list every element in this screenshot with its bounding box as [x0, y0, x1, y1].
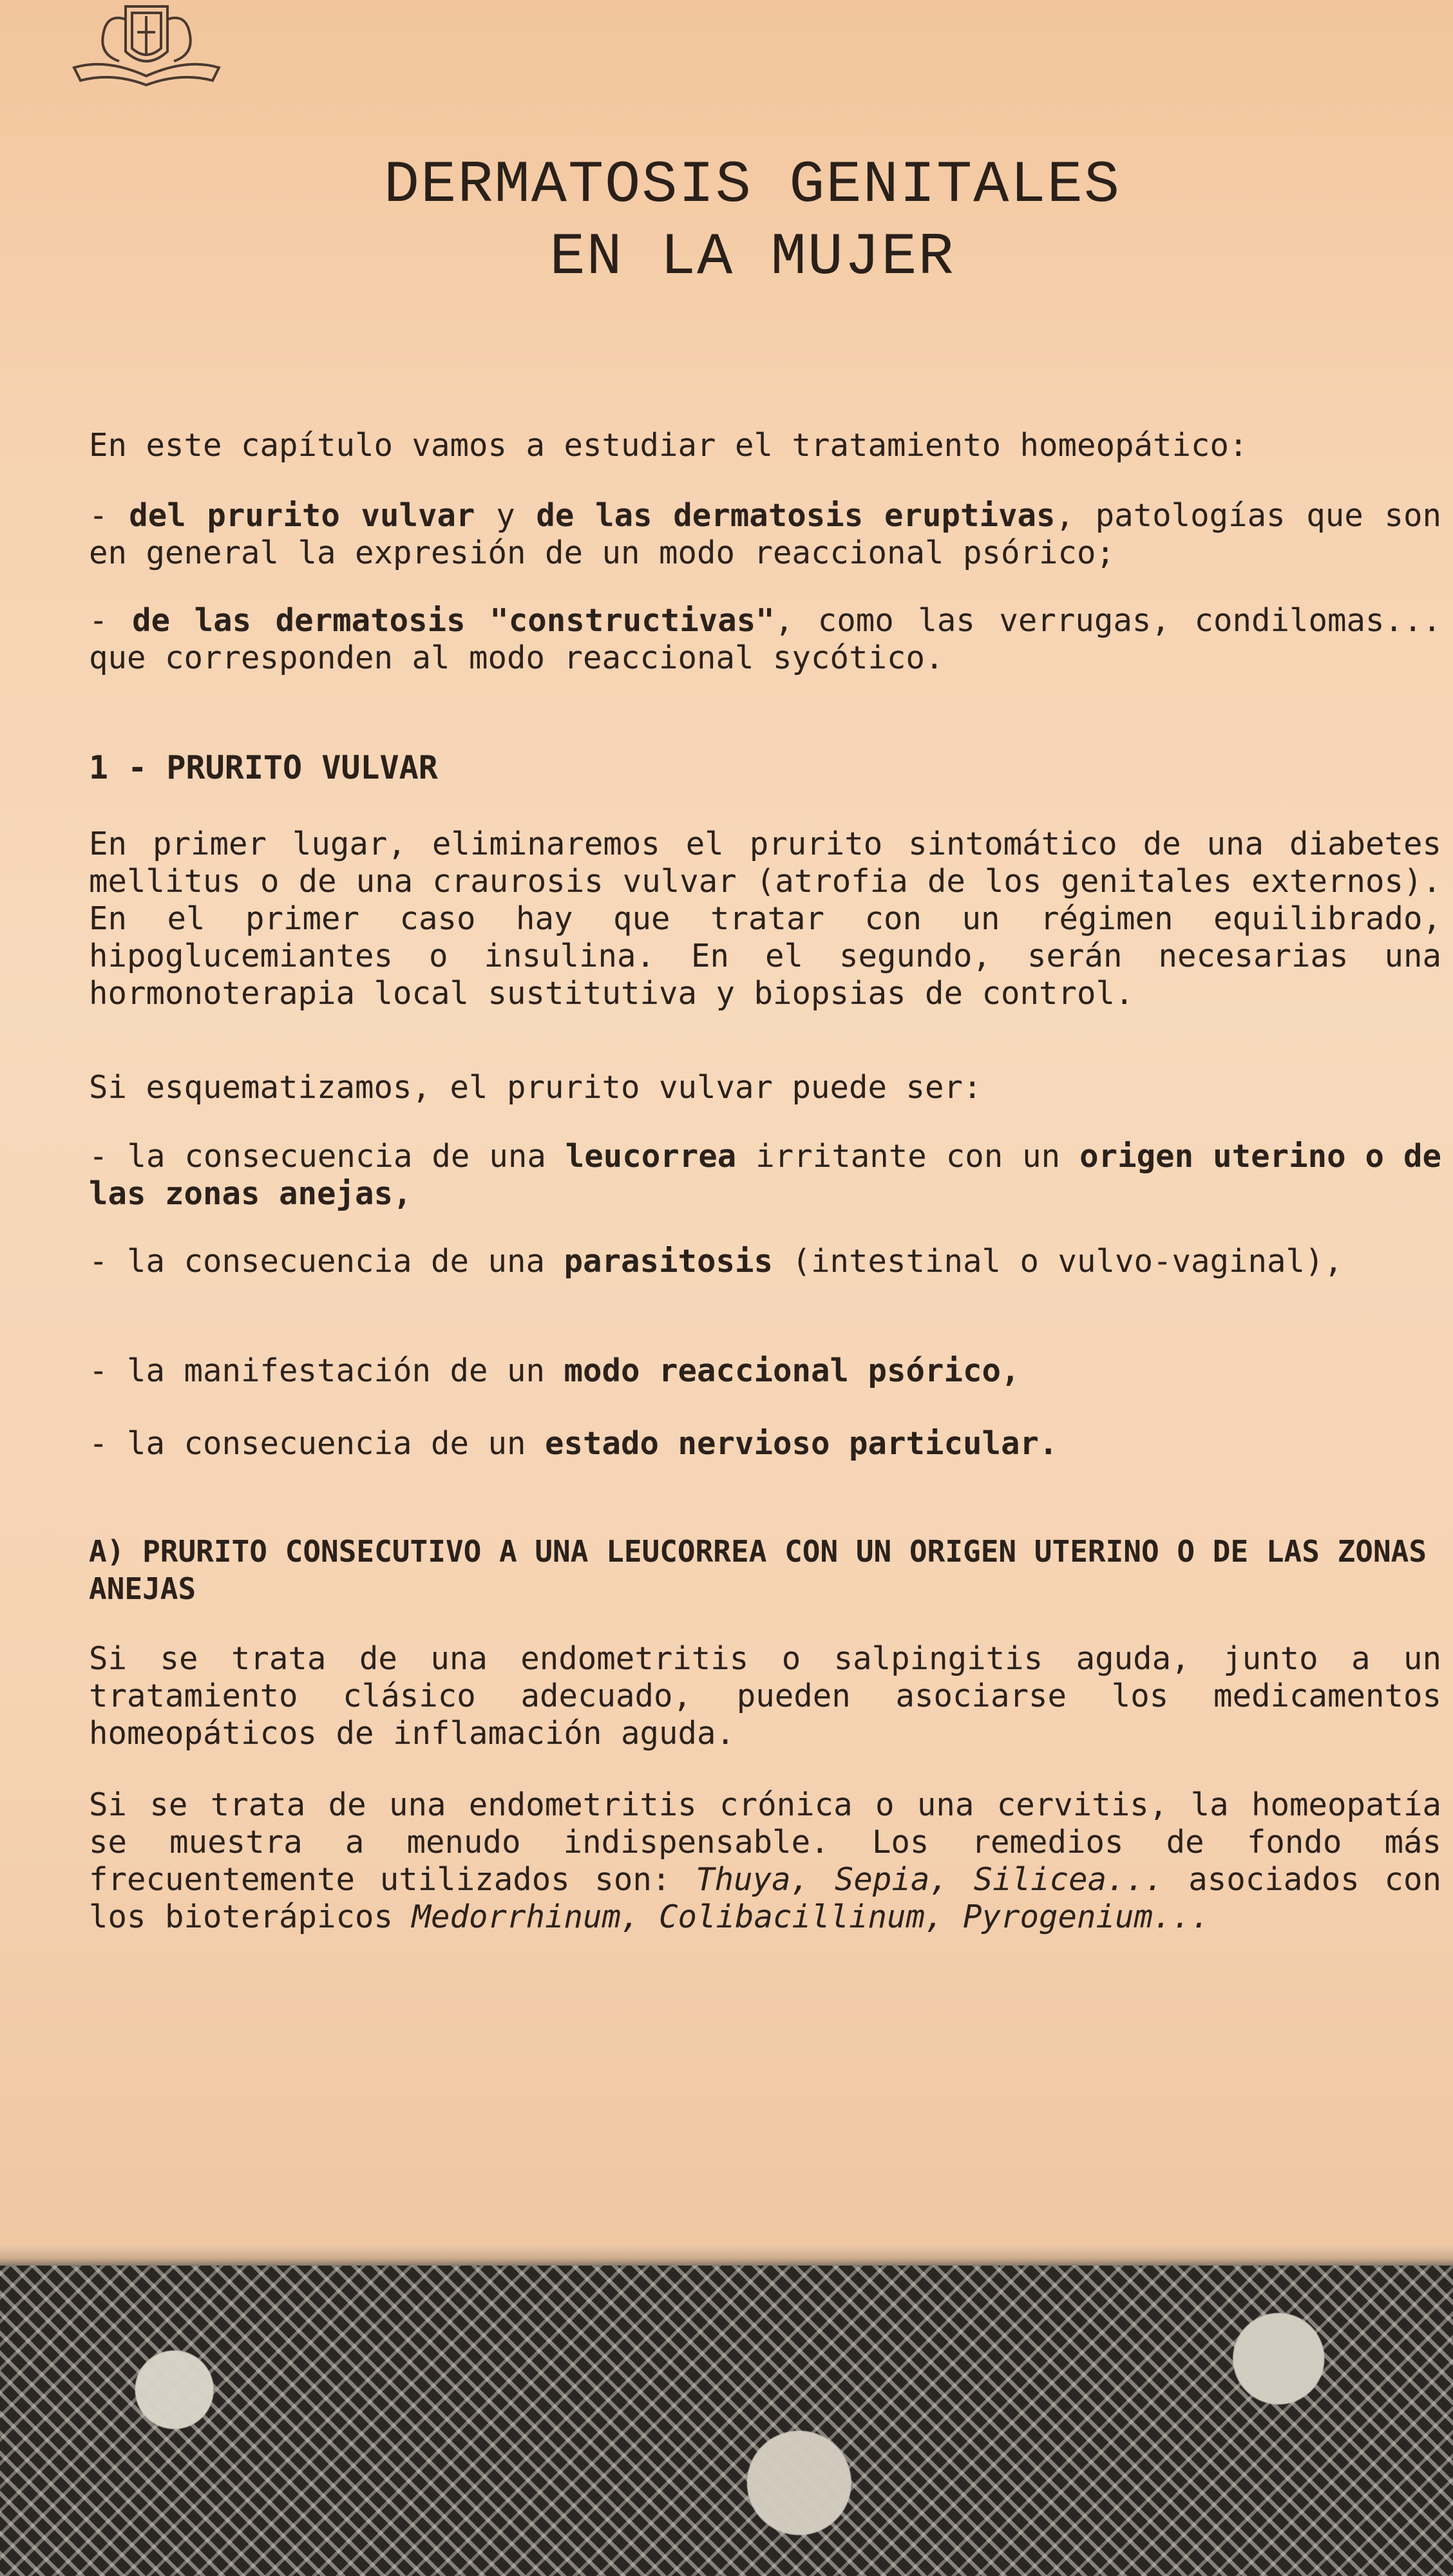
crest-logo-icon	[68, 0, 225, 90]
bullet-constructive-bold: de las dermatosis "constructivas"	[132, 602, 775, 639]
paragraph-2: Si esquematizamos, el prurito vulvar puede ser:	[89, 1069, 982, 1106]
page-edge	[0, 2246, 1453, 2266]
intro-paragraph: En este capítulo vamos a estudiar el tratamiento homeopático:	[89, 427, 1248, 464]
list-item-2-text: la consecuencia de una	[127, 1243, 564, 1280]
list-item-2: - la consecuencia de una parasitosis (intestinal o vulvo-vaginal),	[89, 1243, 1344, 1280]
paragraph-4-text: Si se trata de una endometritis crónica o una cervitis, la homeopatía se muestra a menudo indispensable. Los remedios de fondo más frecuentemente utilizados son:	[89, 1786, 1441, 1898]
list-item-4-text: la consecuencia de un	[127, 1425, 546, 1462]
bullet-pruritus-rest: , patologías que son en general la expresión de un modo reaccional psórico;	[89, 497, 1441, 571]
list-item-4: - la consecuencia de un estado nervioso particular.	[89, 1425, 1058, 1462]
section-heading-1: 1 - PRURITO VULVAR	[89, 749, 438, 786]
list-item-3: - la manifestación de un modo reaccional psórico,	[89, 1352, 1020, 1389]
paragraph-4-biotherapics: Medorrhinum, Colibacillinum, Pyrogenium...	[412, 1899, 1210, 1935]
title-line-1: DERMATOSIS GENITALES	[383, 151, 1121, 219]
bullet-pruritus-bold-2: de las dermatosis eruptivas	[536, 497, 1056, 534]
list-item-3-text: la manifestación de un	[127, 1352, 564, 1389]
background-fabric	[0, 2266, 1453, 2576]
bullet-pruritus-text: y	[475, 497, 537, 534]
paragraph-4	[89, 1786, 1441, 1936]
paragraph-4-mid: asociados con los bioterápicos	[89, 1861, 1442, 1935]
list-item-3-bold: modo reaccional psórico,	[564, 1352, 1020, 1389]
section-heading-a: A) PRURITO CONSECUTIVO A UNA LEUCORREA CON UN ORIGEN UTERINO O DE LAS ZONAS ANEJAS	[89, 1534, 1427, 1606]
list-item-2-bold: parasitosis	[564, 1243, 774, 1280]
paragraph-3: Si se trata de una endometritis o salpingitis aguda, junto a un tratamiento clásico adecuado, pueden asociarse los medicamentos homeopáticos de inflamación aguda.	[89, 1640, 1441, 1752]
paragraph-4-remedies: Thuya, Sepia, Silicea...	[696, 1861, 1164, 1898]
list-item-1-text: la consecuencia de una	[127, 1138, 565, 1175]
bullet-constructive: - de las dermatosis "constructivas", como las verrugas, condilomas... que corresponden al modo reaccional sycótico.	[89, 602, 1441, 676]
paragraph-1: En primer lugar, eliminaremos el prurito sintomático de una diabetes mellitus o de una craurosis vulvar (atrofia de los genitales externos). En el primer caso hay que tratar con un régimen equilibrado, hipoglucemiantes o insulina. En el segundo, serán necesarias una hormonoterapia local sustitutiva y biopsias de control.	[89, 826, 1441, 1012]
list-item-4-bold: estado nervioso particular.	[545, 1425, 1058, 1462]
list-item-1-bold-2: origen uterino o de las zonas anejas,	[89, 1138, 1441, 1212]
page-title	[89, 149, 1416, 294]
bullet-pruritus-bold-1: del prurito vulvar	[129, 497, 475, 534]
title-line-2: EN LA MUJER	[549, 223, 955, 291]
list-item-1-mid: irritante con un	[736, 1138, 1080, 1175]
list-item-1-bold-1: leucorrea	[565, 1138, 737, 1175]
list-item-1: - la consecuencia de una leucorrea irritante con un origen uterino o de las zonas anejas,	[89, 1138, 1441, 1212]
list-item-2-rest: (intestinal o vulvo-vaginal),	[773, 1243, 1344, 1280]
bullet-pruritus: - del prurito vulvar y de las dermatosis eruptivas, patologías que son en general la expresión de un modo reaccional psórico;	[89, 497, 1441, 571]
bullet-constructive-rest: , como las verrugas, condilomas... que corresponden al modo reaccional sycótico.	[89, 602, 1441, 676]
